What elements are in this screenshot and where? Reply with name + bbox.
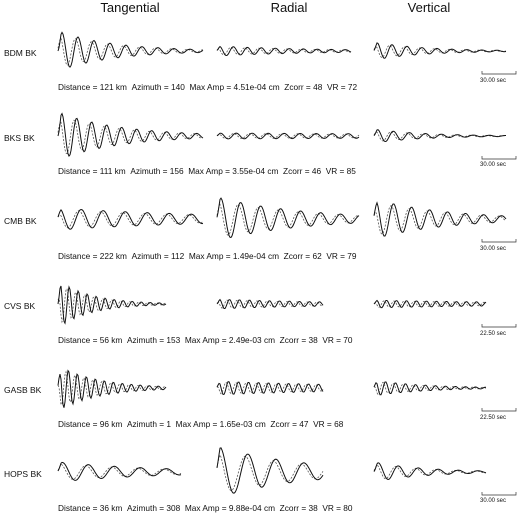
time-scale-bar [482, 239, 516, 242]
synthetic-trace [374, 206, 506, 235]
synthetic-trace [58, 464, 181, 479]
max-amp: Max Amp = 4.51e-04 cm [189, 82, 280, 92]
zcorr: Zcorr = 62 [283, 251, 322, 261]
synthetic-trace [374, 132, 506, 141]
observed-trace [217, 300, 323, 309]
station-label: BDM BK [4, 48, 37, 58]
distance: Distance = 96 km [58, 419, 123, 429]
column-header-radial: Radial [270, 0, 308, 15]
time-scale-bar [482, 71, 516, 74]
observed-trace [217, 448, 323, 493]
observed-trace [58, 32, 203, 67]
observed-trace [217, 47, 351, 56]
zcorr: Zcorr = 38 [279, 335, 318, 345]
observed-trace [374, 203, 506, 236]
zcorr: Zcorr = 48 [284, 82, 323, 92]
station-label: GASB BK [4, 385, 42, 395]
observed-trace [58, 210, 203, 230]
variance-reduction: VR = 68 [313, 419, 344, 429]
synthetic-trace [58, 120, 203, 153]
column-header-vertical: Vertical [407, 0, 451, 15]
time-scale-label: 22.50 sec [480, 331, 507, 337]
synthetic-trace [217, 455, 323, 491]
time-scale-bar [482, 408, 516, 411]
distance: Distance = 111 km [58, 166, 126, 176]
observed-trace [58, 114, 203, 156]
observed-trace [217, 382, 323, 395]
variance-reduction: VR = 80 [322, 503, 353, 513]
observed-trace [374, 130, 506, 142]
column-header-tangential: Tangential [100, 0, 160, 15]
distance: Distance = 121 km [58, 82, 127, 92]
station-label: HOPS BK [4, 469, 42, 479]
station-label: CMB BK [4, 216, 37, 226]
time-scale-label: 30.00 sec [480, 78, 507, 84]
max-amp: Max Amp = 3.55e-04 cm [188, 166, 279, 176]
variance-reduction: VR = 72 [326, 82, 358, 92]
distance: Distance = 56 km [58, 335, 123, 345]
azimuth: Azimuth = 1 [126, 419, 172, 429]
zcorr: Zcorr = 47 [270, 419, 309, 429]
max-amp: Max Amp = 2.49e-03 cm [184, 335, 276, 345]
observed-trace [58, 286, 166, 323]
azimuth: Azimuth = 112 [131, 251, 185, 261]
azimuth: Azimuth = 308 [126, 503, 181, 513]
synthetic-trace [217, 205, 359, 236]
observed-trace [374, 43, 506, 58]
zcorr: Zcorr = 38 [279, 503, 318, 513]
distance: Distance = 222 km [58, 251, 127, 261]
zcorr: Zcorr = 46 [283, 166, 322, 176]
time-scale-bar [482, 156, 516, 159]
time-scale-bar [482, 324, 516, 327]
distance: Distance = 36 km [58, 503, 123, 513]
time-scale-label: 30.00 sec [480, 162, 507, 168]
observed-trace [217, 198, 359, 237]
azimuth: Azimuth = 153 [126, 335, 181, 345]
azimuth: Azimuth = 140 [131, 82, 185, 92]
variance-reduction: VR = 79 [326, 251, 357, 261]
observed-trace [58, 462, 181, 480]
time-scale-label: 22.50 sec [480, 415, 507, 421]
station-label: CVS BK [4, 301, 36, 311]
station-label: BKS BK [4, 133, 35, 143]
azimuth: Azimuth = 156 [130, 166, 184, 176]
observed-trace [374, 301, 486, 308]
variance-reduction: VR = 85 [325, 166, 356, 176]
time-scale-bar [482, 492, 516, 495]
max-amp: Max Amp = 9.88e-04 cm [184, 503, 276, 513]
time-scale-label: 30.00 sec [480, 246, 507, 252]
variance-reduction: VR = 70 [322, 335, 353, 345]
observed-trace [374, 463, 486, 480]
max-amp: Max Amp = 1.49e-04 cm [188, 251, 280, 261]
time-scale-label: 30.00 sec [480, 498, 507, 504]
max-amp: Max Amp = 1.65e-03 cm [175, 419, 266, 429]
